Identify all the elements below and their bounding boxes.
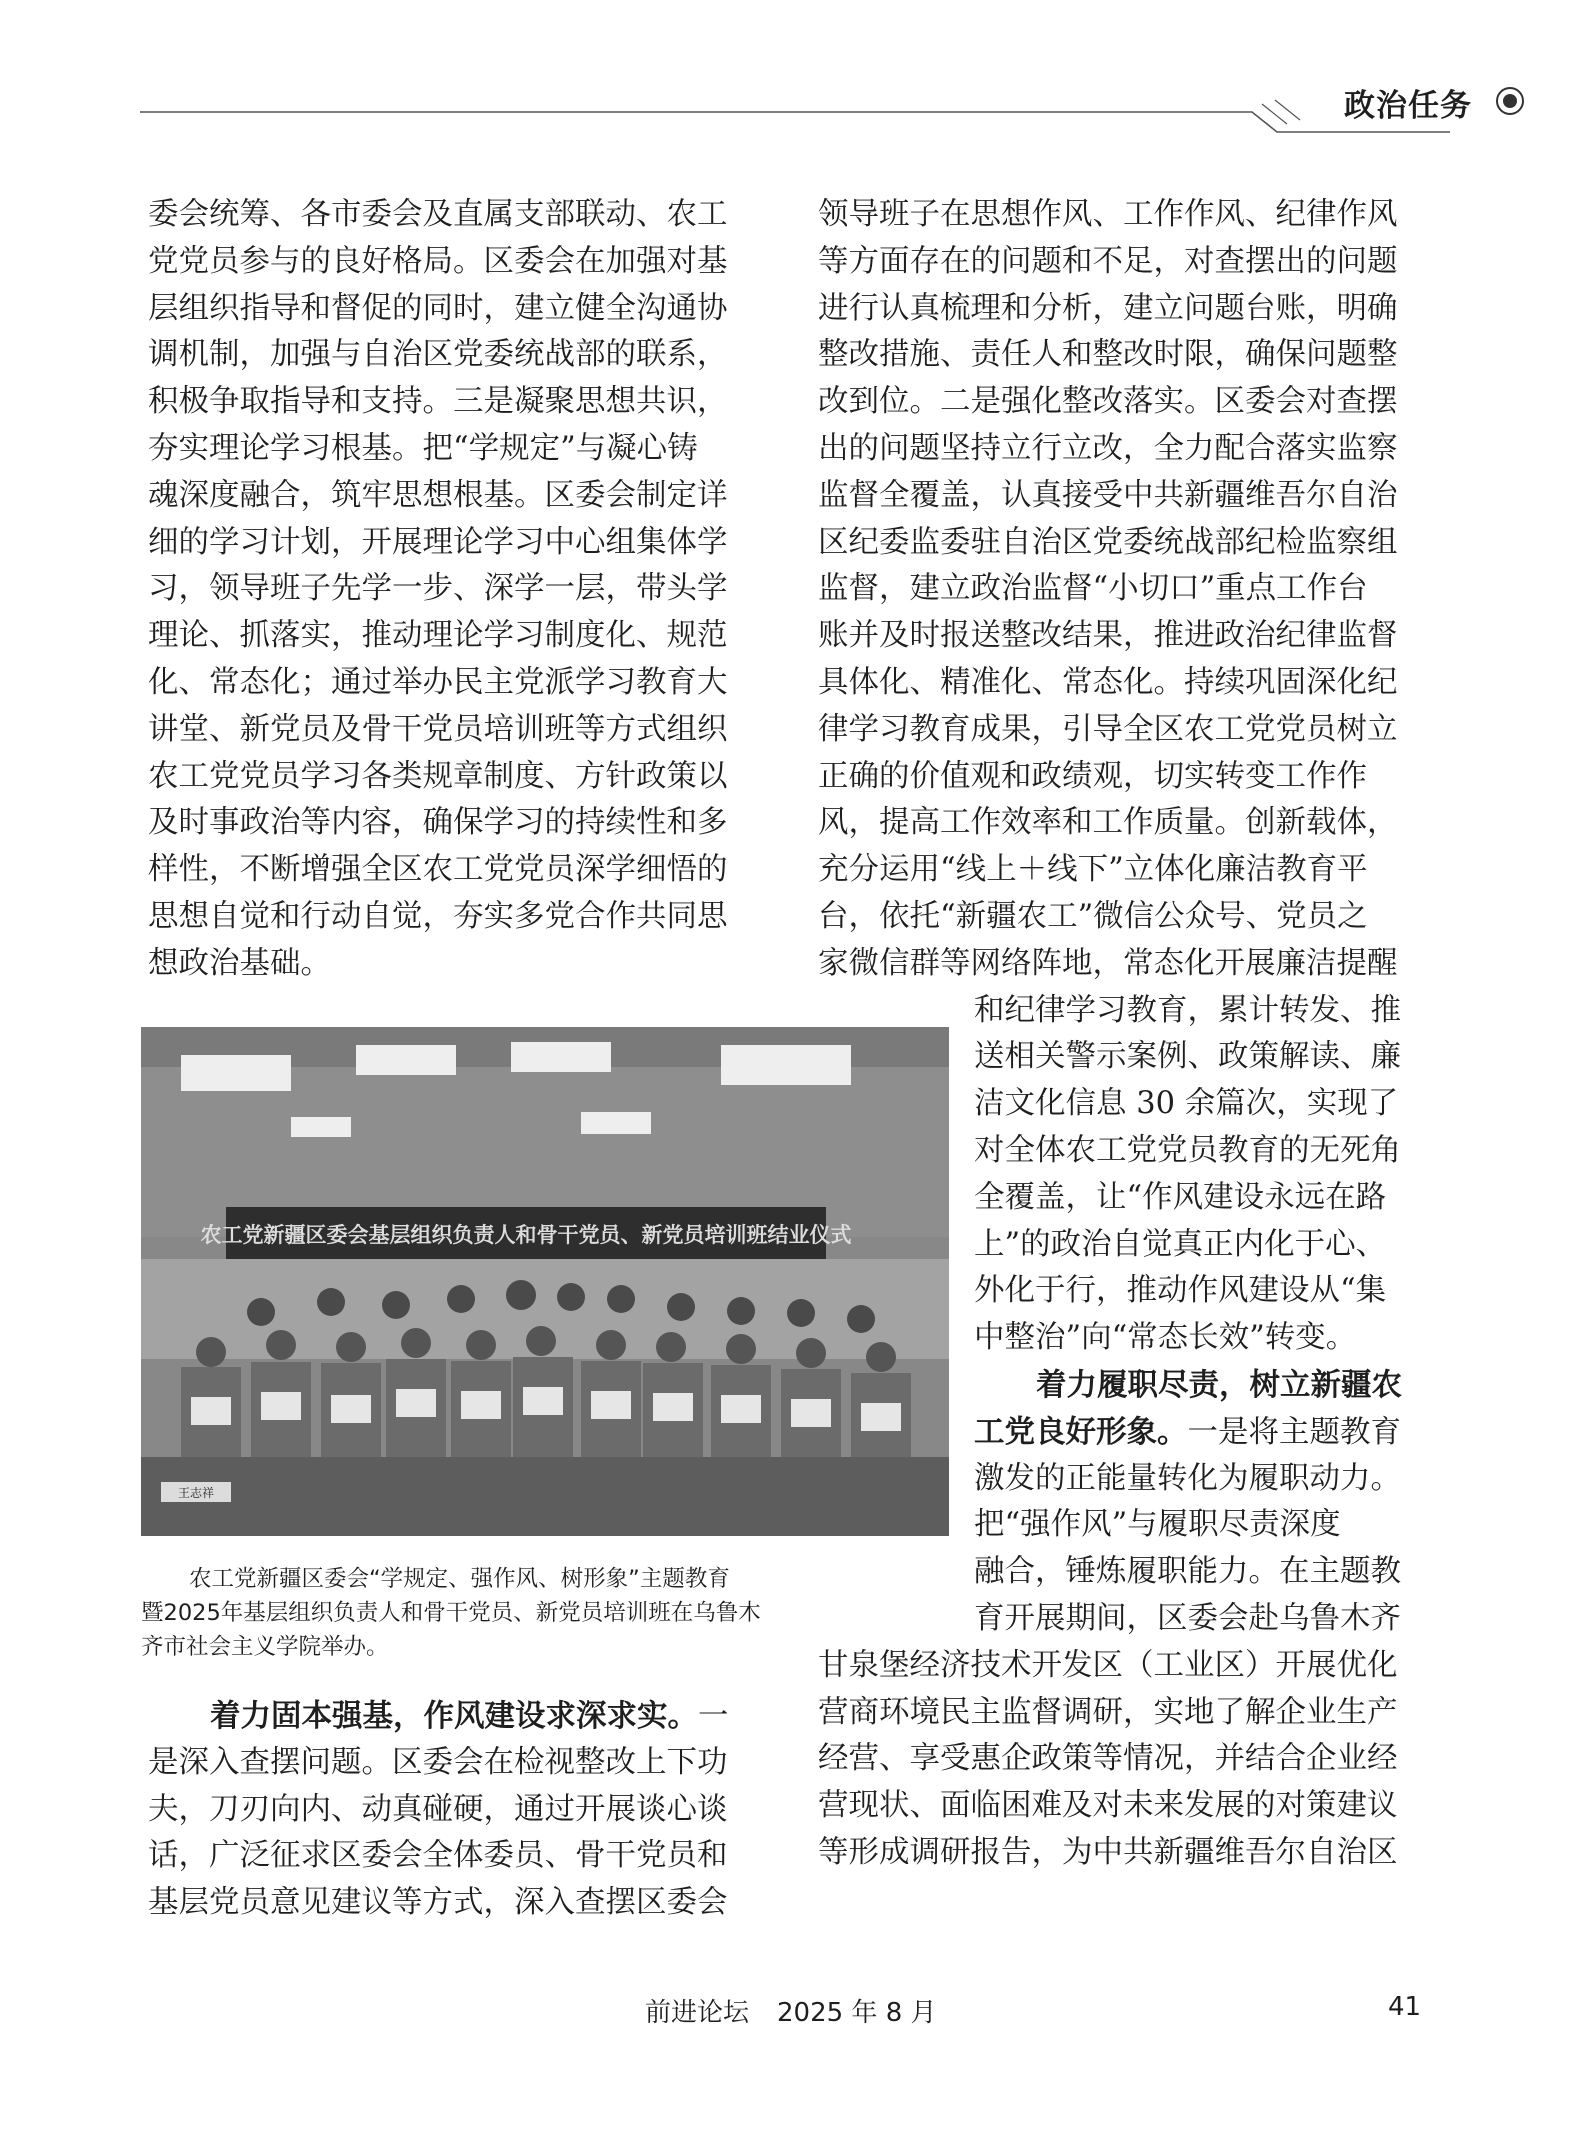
text-line: 等方面存在的问题和不足，对查摆出的问题 — [818, 243, 1398, 279]
text-line: 出的问题坚持立行立改，全力配合落实监察 — [818, 430, 1398, 466]
text-line: 党党员参与的良好格局。区委会在加强对基 — [148, 243, 728, 279]
section-heading-line — [148, 1693, 748, 1740]
group-photo — [141, 1027, 949, 1536]
text-line: 夯实理论学习根基。把“学规定”与凝心铸 — [148, 430, 698, 466]
text-line: 夫，刀刃向内、动真碰硬，通过开展谈心谈 — [148, 1791, 728, 1827]
text-line: 基层党员意见建议等方式，深入查摆区委会 — [148, 1885, 728, 1921]
circle-target-icon — [1493, 84, 1527, 118]
text-line: 家微信群等网络阵地，常态化开展廉洁提醒 — [818, 945, 1398, 981]
text-line: 积极争取指导和支持。三是凝聚思想共识， — [148, 384, 728, 420]
text-line: 思想自觉和行动自觉，夯实多党合作共同思 — [148, 898, 728, 934]
banner-text: 农工党新疆区委会基层组织负责人和骨干党员、新党员培训班结业仪式 — [200, 1222, 852, 1247]
text-line: 是深入查摆问题。区委会在检视整改上下功 — [148, 1744, 728, 1780]
text-line: 对全体农工党党员教育的无死角 — [974, 1132, 1401, 1168]
text-line: 送相关警示案例、政策解读、廉 — [974, 1039, 1401, 1075]
text-line: 监督，建立政治监督“小切口”重点工作台 — [818, 571, 1368, 607]
section-heading: 着力履职尽责，树立新疆农 — [1036, 1366, 1402, 1403]
section-heading-cont: 工党良好形象。 — [974, 1413, 1188, 1450]
text-line: 甘泉堡经济技术开发区（工业区）开展优化 — [818, 1647, 1398, 1683]
text-line: 进行认真梳理和分析，建立问题台账，明确 — [818, 290, 1398, 326]
text-line: 想政治基础。 — [148, 945, 331, 981]
text-line: 和纪律学习教育，累计转发、推 — [974, 992, 1401, 1028]
text-line: 监督全覆盖，认真接受中共新疆维吾尔自治 — [818, 477, 1398, 513]
table-sign: 王志祥 — [177, 1486, 215, 1500]
text-line: 具体化、精准化、常态化。持续巩固深化纪 — [818, 664, 1398, 700]
text-line: 台，依托“新疆农工”微信公众号、党员之 — [818, 898, 1368, 934]
photo-caption — [141, 1562, 949, 1664]
caption-line: 农工党新疆区委会“学规定、强作风、树形象”主题教育 — [189, 1566, 730, 1592]
page-number: 41 — [1388, 1992, 1422, 2022]
text-line: 魂深度融合，筑牢思想根基。区委会制定详 — [148, 477, 728, 513]
text-line: 正确的价值观和政绩观，切实转变工作作 — [818, 758, 1367, 794]
text-line: 融合，锤炼履职能力。在主题教 — [974, 1554, 1401, 1590]
text-line: 中整治”向“常态长效”转变。 — [974, 1320, 1357, 1356]
section-title: 政治任务 — [1344, 88, 1472, 124]
text-line: 律学习教育成果，引导全区农工党党员树立 — [818, 711, 1398, 747]
left-column-top — [148, 192, 748, 988]
caption-line: 暨2025年基层组织负责人和骨干党员、新党员培训班在乌鲁木 — [141, 1600, 761, 1626]
text-line: 充分运用“线上＋线下”立体化廉洁教育平 — [818, 852, 1368, 888]
text-line: 讲堂、新党员及骨干党员培训班等方式组织 — [148, 711, 728, 747]
text-line: 委会统筹、各市委会及直属支部联动、农工 — [148, 197, 728, 232]
text-line: 理论、抓落实，推动理论学习制度化、规范 — [148, 618, 728, 654]
text-line: 区纪委监委驻自治区党委统战部纪检监察组 — [818, 524, 1398, 560]
text-line: 及时事政治等内容，确保学习的持续性和多 — [148, 805, 728, 841]
text-line: 激发的正能量转化为履职动力。 — [974, 1460, 1401, 1496]
text-line: 上”的政治自觉真正内化于心、 — [974, 1226, 1387, 1262]
text-line: 全覆盖，让“作风建设永远在路 — [974, 1179, 1387, 1215]
text-line: 等形成调研报告，为中共新疆维吾尔自治区 — [818, 1834, 1398, 1870]
text-line: 育开展期间，区委会赴乌鲁木齐 — [974, 1600, 1401, 1636]
text-line: 化、常态化；通过举办民主党派学习教育大 — [148, 664, 728, 700]
issue-date: 2025 年 8 月 — [777, 1998, 937, 2028]
caption-line: 齐市社会主义学院举办。 — [141, 1634, 389, 1660]
text-line: 调机制，加强与自治区党委统战部的联系， — [148, 337, 728, 373]
text-line: 话，广泛征求区委会全体委员、骨干党员和 — [148, 1838, 728, 1874]
text-line: 整改措施、责任人和整改时限，确保问题整 — [818, 337, 1398, 373]
section-heading: 着力固本强基，作风建设求深求实。 — [210, 1698, 698, 1734]
text-line: 风，提高工作效率和工作质量。创新载体， — [818, 805, 1398, 841]
text-line: 领导班子在思想作风、工作作风、纪律作风 — [818, 197, 1398, 232]
text-line: 细的学习计划，开展理论学习中心组集体学 — [148, 524, 728, 560]
journal-name: 前进论坛 — [645, 1998, 750, 2028]
text-line: 洁文化信息 30 余篇次，实现了 — [974, 1086, 1399, 1122]
left-column-bottom — [148, 1693, 748, 1927]
text-line: 把“强作风”与履职尽责深度 — [974, 1507, 1341, 1543]
text-line: 营商环境民主监督调研，实地了解企业生产 — [818, 1694, 1398, 1730]
text-line: 经营、享受惠企政策等情况，并结合企业经 — [818, 1741, 1398, 1777]
text-line: 层组织指导和督促的同时，建立健全沟通协 — [148, 290, 728, 326]
text-line: 农工党党员学习各类规章制度、方针政策以 — [148, 758, 728, 794]
text-line: 账并及时报送整改结果，推进政治纪律监督 — [818, 618, 1398, 654]
text-run: 一 — [698, 1699, 729, 1734]
text-line: 营现状、面临困难及对未来发展的对策建议 — [818, 1788, 1398, 1824]
text-line: 样性，不断增强全区农工党党员深学细悟的 — [148, 852, 728, 888]
text-line: 改到位。二是强化整改落实。区委会对查摆 — [818, 384, 1398, 420]
text-line: 外化于行，推动作风建设从“集 — [974, 1273, 1387, 1309]
text-run: 一是将主题教育 — [1187, 1414, 1401, 1450]
text-line: 习，领导班子先学一步、深学一层，带头学 — [148, 571, 728, 607]
